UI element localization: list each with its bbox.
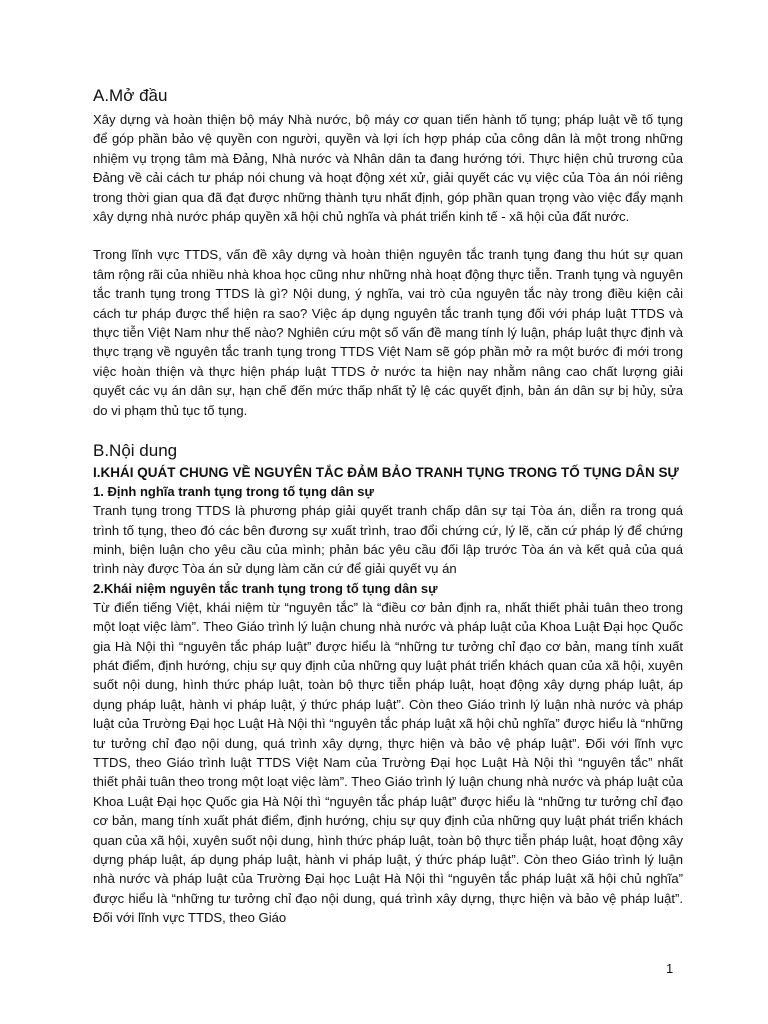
section-heading-1: I.KHÁI QUÁT CHUNG VỀ NGUYÊN TẮC ĐẢM BẢO TRANH TỤNG TRONG TỐ TỤNG DÂN SỰ (93, 465, 679, 481)
intro-paragraph-2: Trong lĩnh vực TTDS, vấn đề xây dựng và hoàn thiện nguyên tắc tranh tụng đang thu hút sự quan tâm rộng rãi của nhiều nhà khoa học cũng như những nhà hoạt động thực tiễn. Tranh tụng và nguyên tắc tranh tụng trong TTDS là gì? Nội dung, ý nghĩa, vai trò của nguyên tắc này trong điều kiện cải cách tư pháp được thể hiện ra sao? Việc áp dụng nguyên tắc tranh tụng đối với pháp luật TTDS và thực tiễn Việt Nam như thế nào? Nghiên cứu một số vấn đề mang tính lý luận, pháp luật thực định và thực trạng về nguyên tắc tranh tụng trong TTDS Việt Nam sẽ góp phần mở ra một bước đi mới trong việc hoàn thiện và thực hiện pháp luật TTDS ở nước ta hiện nay nhằm nâng cao chất lượng giải quyết các vụ án dân sự, hạn chế đến mức thấp nhất tỷ lệ các quyết định, bản án dân sự bị hủy, sửa do vi phạm thủ tục tố tụng. (93, 247, 683, 418)
subsection-heading-2: 2.Khái niệm nguyên tắc tranh tụng trong tố tụng dân sự (93, 580, 438, 596)
concept-paragraph: Từ điển tiếng Việt, khái niệm từ “nguyên tắc” là “điều cơ bản định ra, nhất thiết phải tuân theo trong một loạt việc làm”. Theo Giáo trình lý luận chung nhà nước và pháp luật của Khoa Luật Đại học Quốc gia Hà Nội thì “nguyên tắc pháp luật” được hiểu là “những tư tưởng chỉ đạo cơ bản, mang tính xuất phát điểm, định hướng, chịu sự quy định của những quy luật phát triển khách quan của xã hội, xuyên suốt nội dung, hình thức pháp luật, toàn bộ thực tiễn pháp luật, hoạt động xây dựng pháp luật, áp dụng pháp luật, hành vi pháp luật, ý thức pháp luật”. Còn theo Giáo trình lý luận nhà nước và pháp luật của Trường Đại học Luật Hà Nội thì “nguyên tắc pháp luật xã hội chủ nghĩa” được hiểu là “những tư tưởng chỉ đạo nội dung, quá trình xây dựng, thực hiện và bảo vệ pháp luật”. Đối với lĩnh vực TTDS, theo Giáo trình luật TTDS Việt Nam của Trường Đại học Luật Hà Nội thì “nguyên tắc” nhất thiết phải tuân theo trong một loạt việc làm”. Theo Giáo trình lý luận chung nhà nước và pháp luật của Khoa Luật Đại học Quốc gia Hà Nội thì “nguyên tắc pháp luật” được hiểu là “những tư tưởng chỉ đạo cơ bản, mang tính xuất phát điểm, định hướng, chịu sự quy định của những quy luật phát triển khách quan của xã hội, xuyên suốt nội dung, hình thức pháp luật, toàn bộ thực tiễn pháp luật, hoạt động xây dựng pháp luật, áp dụng pháp luật, hành vi pháp luật, ý thức pháp luật”. Còn theo Giáo trình lý luận nhà nước và pháp luật của Trường Đại học Luật Hà Nội thì “nguyên tắc pháp luật xã hội chủ nghĩa” được hiểu là “những tư tưởng chỉ đạo nội dung, quá trình xây dựng, thực hiện và bảo vệ pháp luật”. Đối với lĩnh vực TTDS, theo Giáo (93, 599, 683, 926)
heading-introduction: A.Mở đầu (93, 86, 168, 105)
intro-paragraph-1: Xây dựng và hoàn thiện bộ máy Nhà nước, bộ máy cơ quan tiến hành tố tụng; pháp luật về tố tụng để góp phần bảo vệ quyền con người, quyền và lợi ích hợp pháp của công dân là một trong những nhiệm vụ trọng tâm mà Đảng, Nhà nước và Nhân dân ta đang hướng tới. Thực hiện chủ trương của Đảng về cải cách tư pháp nói chung và hoạt động xét xử, giải quyết các vụ việc của Tòa án nói riêng trong thời gian qua đã đạt được những thành tựu nhất định, góp phần quan trọng vào việc đẩy mạnh xây dựng nhà nước pháp quyền xã hội chủ nghĩa và phát triển kinh tế - xã hội của đất nước. (93, 112, 683, 225)
document-page (93, 84, 683, 928)
subsection-heading-1: 1. Định nghĩa tranh tụng trong tố tụng dân sự (93, 484, 374, 500)
definition-paragraph: Tranh tụng trong TTDS là phương pháp giải quyết tranh chấp dân sự tại Tòa án, diễn ra trong quá trình tố tụng, theo đó các bên đương sự xuất trình, trao đổi chứng cứ, lý lẽ, căn cứ pháp lý để chứng minh, biện luận cho yêu cầu của mình; phản bác yêu cầu đối lập trước Tòa án và kết quả của quá trình này được Tòa án sử dụng làm căn cứ để giải quyết vụ án (93, 503, 683, 577)
page-number: 1 (666, 961, 674, 976)
heading-content: B.Nội dung (93, 441, 178, 461)
